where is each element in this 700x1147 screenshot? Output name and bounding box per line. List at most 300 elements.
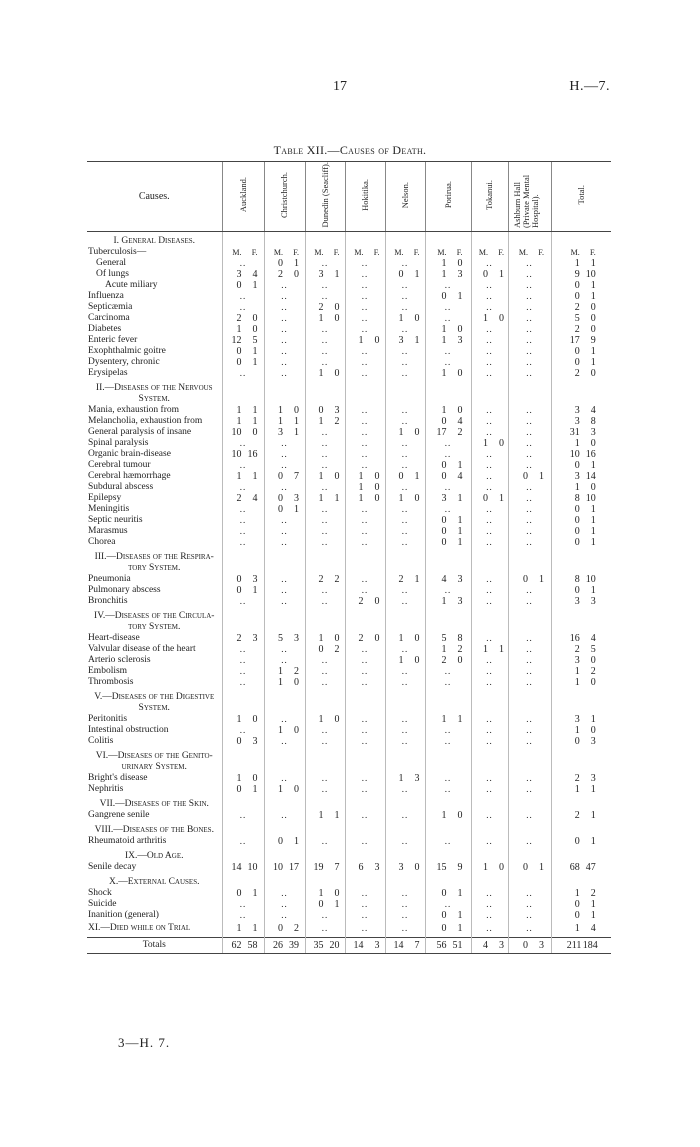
count-cell: [551, 821, 611, 836]
table-row: [87, 427, 611, 438]
male-count: 4: [441, 574, 447, 585]
count-cell: ..: [385, 644, 425, 655]
count-cell: ..: [345, 324, 385, 335]
count-cell: ..: [305, 438, 345, 449]
male-count: 1: [574, 258, 580, 269]
female-count: 3: [252, 736, 258, 747]
count-cell: ..: [345, 405, 385, 416]
count-cell: ..: [471, 585, 508, 596]
count-cell: [264, 847, 305, 862]
count-cell: ..: [264, 438, 305, 449]
male-count: 0: [574, 504, 580, 515]
cause-label: General paralysis of insane: [88, 427, 192, 437]
male-count: 1: [278, 405, 283, 416]
female-count: 1: [539, 862, 544, 873]
male-count: 0: [441, 416, 447, 427]
count-cell: [222, 762, 264, 773]
female-count: 0: [334, 633, 340, 644]
male-count: 0: [441, 910, 447, 921]
male-count: 0: [441, 526, 447, 537]
count-cell: [385, 873, 425, 888]
count-cell: ..: [471, 899, 508, 910]
female-count: 0: [252, 427, 258, 438]
count-cell: ..: [264, 449, 305, 460]
male-count: 1: [278, 677, 283, 688]
male-count: 1: [574, 438, 580, 449]
table-body: [87, 232, 611, 954]
count-cell: ..: [385, 899, 425, 910]
count-cell: [385, 563, 425, 574]
section-heading-label: IV.—Diseases of the Circula-: [94, 611, 215, 621]
female-count: 0: [499, 862, 504, 873]
section-heading-label: VII.—Diseases of the Skin.: [99, 799, 209, 809]
table-row: [87, 666, 611, 677]
female-label: F.: [293, 248, 299, 257]
count-cell: [345, 232, 385, 248]
male-count: 1: [483, 862, 488, 873]
count-cell: [508, 937, 551, 953]
table-title: [0, 143, 700, 158]
section-heading: [87, 821, 611, 836]
section-heading-label: urinary System.: [121, 762, 187, 772]
female-count: 1: [294, 504, 299, 515]
count-cell: [222, 795, 264, 810]
table-row: [87, 482, 611, 493]
male-count: 1: [441, 269, 447, 280]
count-cell: [264, 762, 305, 773]
count-cell: ..: [471, 427, 508, 438]
male-count: 1: [441, 368, 447, 379]
count-cell: ..: [508, 405, 551, 416]
count-cell: [551, 773, 611, 784]
table-row: [87, 773, 611, 784]
table-row: [87, 655, 611, 666]
count-cell: ..: [264, 644, 305, 655]
count-cell: ..: [425, 438, 471, 449]
cause-label: Septic neuritis: [88, 515, 143, 525]
female-count: 1: [590, 810, 596, 821]
count-cell: ..: [305, 677, 345, 688]
count-cell: ..: [508, 269, 551, 280]
count-cell: [425, 574, 471, 585]
count-cell: ..: [508, 784, 551, 795]
count-cell: ..: [508, 888, 551, 899]
female-count: 3: [590, 736, 596, 747]
count-cell: ..: [345, 836, 385, 847]
count-cell: ..: [471, 736, 508, 747]
female-count: 1: [539, 574, 544, 585]
count-cell: [551, 548, 611, 563]
male-count: 0: [278, 923, 283, 935]
count-cell: [345, 607, 385, 622]
count-cell: ..: [305, 596, 345, 607]
count-cell: [425, 888, 471, 899]
cause-label: Rheumatoid arthritis: [88, 836, 167, 846]
count-cell: ..: [385, 537, 425, 548]
count-cell: [264, 937, 305, 953]
count-cell: [425, 633, 471, 644]
count-cell: [471, 821, 508, 836]
female-label: F.: [456, 248, 463, 257]
female-count: 1: [590, 460, 596, 471]
cause-label: Arterio sclerosis: [88, 655, 151, 665]
female-count: 0: [334, 888, 340, 899]
count-cell: [425, 394, 471, 405]
male-count: 0: [441, 471, 447, 482]
section-heading: [87, 873, 611, 888]
count-cell: ..: [425, 585, 471, 596]
male-count: 2: [398, 574, 404, 585]
male-count: 1: [236, 471, 242, 482]
count-cell: ..: [508, 460, 551, 471]
count-cell: [471, 762, 508, 773]
female-count: 1: [499, 493, 504, 504]
male-count: 0: [574, 537, 580, 548]
count-cell: ..: [385, 482, 425, 493]
male-count: 0: [483, 269, 488, 280]
count-cell: [222, 405, 264, 416]
cause-label: Thrombosis: [88, 677, 134, 687]
count-cell: [264, 607, 305, 622]
female-count: 0: [414, 493, 420, 504]
count-cell: [385, 762, 425, 773]
count-cell: [385, 335, 425, 346]
male-count: 1: [574, 923, 580, 935]
male-count: 3: [398, 862, 404, 873]
male-count: 3: [574, 416, 580, 427]
female-count: 1: [252, 923, 258, 935]
count-cell: [222, 888, 264, 899]
count-cell: [471, 269, 508, 280]
count-cell: ..: [222, 515, 264, 526]
count-cell: ..: [425, 784, 471, 795]
count-cell: [222, 563, 264, 574]
female-count: 0: [457, 810, 463, 821]
count-cell: ..: [222, 460, 264, 471]
count-cell: [551, 677, 611, 688]
count-cell: [551, 585, 611, 596]
count-cell: ..: [471, 357, 508, 368]
female-count: 3: [374, 939, 380, 951]
male-count: 211: [566, 939, 582, 951]
count-cell: ..: [425, 736, 471, 747]
table-row: [87, 836, 611, 847]
female-count: 4: [252, 493, 258, 504]
count-cell: ..: [305, 585, 345, 596]
count-cell: ..: [305, 258, 345, 269]
count-cell: ..: [345, 313, 385, 324]
count-cell: [222, 847, 264, 862]
female-count: 0: [590, 302, 596, 313]
count-cell: [471, 644, 508, 655]
count-cell: [425, 258, 471, 269]
count-cell: ..: [471, 596, 508, 607]
female-count: 20: [329, 939, 340, 951]
count-cell: [305, 873, 345, 888]
count-cell: ..: [471, 280, 508, 291]
male-count: 3: [574, 714, 580, 725]
male-count: 10: [231, 449, 242, 460]
count-cell: [264, 873, 305, 888]
count-cell: [264, 666, 305, 677]
count-cell: [508, 821, 551, 836]
male-count: 62: [231, 939, 242, 951]
male-count: 1: [278, 725, 283, 736]
count-cell: ..: [508, 302, 551, 313]
table-row: [87, 725, 611, 736]
header-nelson: [385, 162, 425, 232]
female-count: 0: [457, 405, 463, 416]
male-count: 0: [236, 346, 242, 357]
male-count: 1: [441, 644, 447, 655]
male-count: 31: [569, 427, 580, 438]
count-cell: ..: [264, 346, 305, 357]
count-cell: [305, 269, 345, 280]
female-count: 1: [414, 471, 420, 482]
count-cell: ..: [508, 427, 551, 438]
male-count: 3: [278, 427, 283, 438]
count-cell: ..: [222, 810, 264, 821]
count-cell: ..: [345, 368, 385, 379]
female-count: 4: [590, 923, 596, 935]
male-count: 1: [236, 416, 242, 427]
count-cell: [471, 622, 508, 633]
male-count: 1: [398, 427, 404, 438]
count-cell: [305, 574, 345, 585]
count-cell: [425, 714, 471, 725]
count-cell: [385, 795, 425, 810]
female-count: 3: [539, 939, 544, 951]
female-count: 51: [452, 939, 463, 951]
cause-label: Senile decay: [88, 862, 137, 872]
count-cell: ..: [305, 836, 345, 847]
count-cell: [345, 747, 385, 762]
female-count: 0: [457, 655, 463, 666]
female-label: F.: [589, 248, 596, 257]
male-count: 8: [574, 574, 580, 585]
count-cell: [305, 810, 345, 821]
count-cell: [305, 747, 345, 762]
count-cell: ..: [264, 302, 305, 313]
table-row: [87, 714, 611, 725]
count-cell: ..: [385, 302, 425, 313]
cause-label: Shock: [88, 888, 112, 898]
cause-label: Dysentery, chronic: [88, 357, 160, 367]
cause-label: Diabetes: [88, 324, 122, 334]
male-count: 0: [318, 899, 324, 910]
count-cell: ..: [471, 910, 508, 921]
count-cell: ..: [425, 899, 471, 910]
cause-label: Colitis: [88, 736, 114, 746]
male-count: 19: [313, 862, 324, 873]
count-cell: [264, 795, 305, 810]
count-cell: [222, 313, 264, 324]
count-cell: [425, 247, 471, 258]
count-cell: ..: [385, 460, 425, 471]
count-cell: ..: [471, 574, 508, 585]
male-count: 9: [574, 269, 580, 280]
count-cell: ..: [305, 725, 345, 736]
female-count: 1: [334, 810, 340, 821]
cause-label: Embolism: [88, 666, 128, 676]
count-cell: [551, 515, 611, 526]
table-row: [87, 585, 611, 596]
footer-signature: 3—H. 7.: [118, 1035, 171, 1050]
count-cell: ..: [345, 302, 385, 313]
count-cell: ..: [471, 482, 508, 493]
count-cell: [264, 862, 305, 873]
cause-label: Inanition (general): [88, 910, 159, 920]
female-count: 1: [414, 574, 420, 585]
count-cell: [345, 471, 385, 482]
male-count: 1: [398, 655, 404, 666]
male-count: 0: [278, 258, 283, 269]
count-cell: ..: [305, 655, 345, 666]
table-title-prefix: Table XII.: [273, 143, 328, 157]
male-count: 1: [318, 471, 324, 482]
table-row: [87, 302, 611, 313]
count-cell: ..: [345, 427, 385, 438]
male-count: 1: [318, 313, 324, 324]
count-cell: ..: [385, 449, 425, 460]
count-cell: ..: [345, 526, 385, 537]
male-count: 3: [574, 596, 580, 607]
male-count: 0: [318, 644, 324, 655]
male-count: 1: [236, 324, 242, 335]
header-total-label: Total.: [575, 185, 586, 205]
female-count: 0: [457, 368, 463, 379]
table-row: [87, 247, 611, 258]
count-cell: [264, 725, 305, 736]
male-count: 0: [483, 493, 488, 504]
count-cell: [551, 482, 611, 493]
header-christchurch-label: Christchurch.: [279, 171, 289, 219]
female-count: 1: [590, 258, 596, 269]
count-cell: [345, 622, 385, 633]
male-label: M.: [518, 248, 528, 257]
male-count: 1: [441, 596, 447, 607]
section-heading: [87, 762, 611, 773]
count-cell: [551, 921, 611, 937]
female-count: 0: [294, 725, 299, 736]
female-label: F.: [538, 248, 544, 257]
table-row: [87, 291, 611, 302]
count-cell: [471, 438, 508, 449]
count-cell: ..: [345, 910, 385, 921]
count-cell: [345, 493, 385, 504]
male-count: 1: [398, 773, 404, 784]
male-count: 0: [441, 923, 447, 935]
count-cell: ..: [345, 899, 385, 910]
count-cell: ..: [264, 357, 305, 368]
count-cell: ..: [508, 773, 551, 784]
female-count: 1: [457, 493, 463, 504]
table-row: [87, 596, 611, 607]
count-cell: [222, 862, 264, 873]
count-cell: ..: [345, 736, 385, 747]
count-cell: ..: [345, 357, 385, 368]
count-cell: ..: [425, 504, 471, 515]
count-cell: [385, 622, 425, 633]
count-cell: [385, 747, 425, 762]
count-cell: ..: [345, 644, 385, 655]
count-cell: [551, 346, 611, 357]
count-cell: [508, 622, 551, 633]
count-cell: [508, 873, 551, 888]
count-cell: [222, 548, 264, 563]
male-count: 3: [398, 335, 404, 346]
count-cell: [305, 633, 345, 644]
count-cell: [305, 247, 345, 258]
male-count: 1: [574, 482, 580, 493]
count-cell: ..: [345, 725, 385, 736]
count-cell: [345, 795, 385, 810]
table-row: [87, 324, 611, 335]
count-cell: ..: [471, 449, 508, 460]
count-cell: [264, 921, 305, 937]
count-cell: [551, 666, 611, 677]
section-heading: [87, 607, 611, 622]
count-cell: [222, 784, 264, 795]
count-cell: [508, 247, 551, 258]
count-cell: ..: [264, 810, 305, 821]
count-cell: [551, 688, 611, 703]
count-cell: ..: [471, 405, 508, 416]
count-cell: ..: [508, 346, 551, 357]
count-cell: ..: [385, 438, 425, 449]
count-cell: ..: [385, 784, 425, 795]
count-cell: ..: [508, 655, 551, 666]
count-cell: [305, 368, 345, 379]
male-count: 0: [236, 888, 242, 899]
count-cell: [345, 847, 385, 862]
count-cell: ..: [471, 810, 508, 821]
count-cell: [551, 427, 611, 438]
count-cell: [471, 607, 508, 622]
section-heading: [87, 622, 611, 633]
count-cell: [551, 563, 611, 574]
female-count: 1: [334, 899, 340, 910]
female-count: 0: [374, 335, 380, 346]
female-count: 1: [334, 269, 340, 280]
female-count: 1: [499, 644, 504, 655]
female-count: 47: [585, 862, 596, 873]
count-cell: ..: [385, 888, 425, 899]
count-cell: [385, 269, 425, 280]
female-count: 7: [294, 471, 299, 482]
count-cell: [222, 379, 264, 394]
count-cell: [305, 688, 345, 703]
header-porirua: [425, 162, 471, 232]
count-cell: [551, 873, 611, 888]
table-row: [87, 644, 611, 655]
male-count: 1: [236, 773, 242, 784]
count-cell: ..: [305, 910, 345, 921]
count-cell: ..: [345, 810, 385, 821]
table-title-main: —Causes of Death.: [327, 143, 427, 157]
count-cell: ..: [425, 357, 471, 368]
female-count: 0: [374, 633, 380, 644]
count-cell: ..: [385, 368, 425, 379]
male-count: 1: [318, 493, 324, 504]
count-cell: [551, 862, 611, 873]
count-cell: [471, 937, 508, 953]
count-cell: ..: [305, 291, 345, 302]
count-cell: ..: [385, 810, 425, 821]
male-count: 0: [574, 515, 580, 526]
header-tokanui: [471, 162, 508, 232]
count-cell: [385, 427, 425, 438]
